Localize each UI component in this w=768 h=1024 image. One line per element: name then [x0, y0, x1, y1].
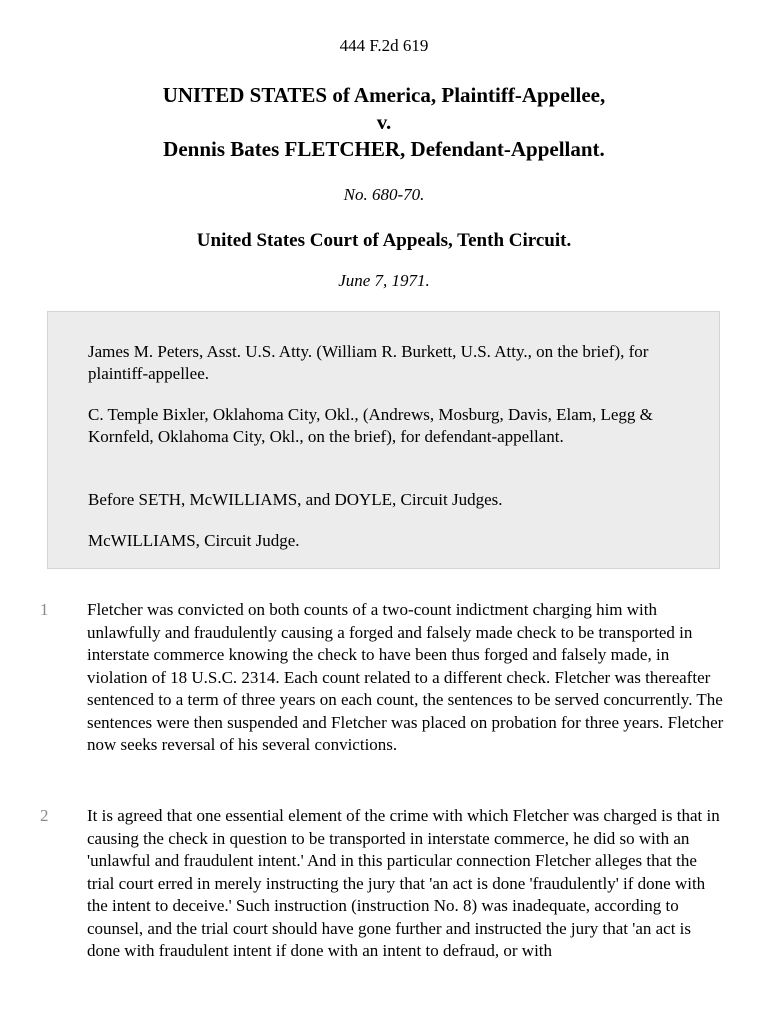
caption-plaintiff: UNITED STATES of America, Plaintiff-Appellee, — [162, 83, 606, 107]
caption-versus: v. — [376, 110, 392, 134]
paragraph-number: 1 — [40, 600, 49, 619]
paragraph-number: 2 — [40, 806, 49, 825]
case-citation: 444 F.2d 619 — [339, 36, 429, 55]
counsel-box — [47, 311, 720, 569]
case-caption — [0, 82, 768, 163]
court-name: United States Court of Appeals, Tenth Circuit. — [196, 230, 572, 251]
caption-defendant: Dennis Bates FLETCHER, Defendant-Appellant. — [163, 137, 605, 161]
paragraph-text: It is agreed that one essential element of the crime with which Fletcher was charged is that in causing the check in question to be transported in interstate commerce, he did so with an 'unlawful and fraudulent intent.' And in this particular connection Fletcher alleges that the trial court erred in merely instructing the jury that 'an act is done 'fraudulently' if done with the intent to deceive.' Such instruction (instruction No. 8) was inadequate, according to counsel, and the trial court should have gone further and instructed the jury that 'an act is done with fraudulent intent if done with an intent to defraud, or with — [87, 806, 720, 960]
docket-number: No. 680-70. — [343, 185, 425, 204]
counsel-appellant: C. Temple Bixler, Oklahoma City, Okl., (Andrews, Mosburg, Davis, Elam, Legg & Kornfeld, Oklahoma City, Okl., on the brief), for defendant-appellant. — [88, 405, 653, 446]
paragraph-text: Fletcher was convicted on both counts of a two-count indictment charging him with unlawfully and fraudulently causing a forged and falsely made check to be transported in interstate commerce knowing the check to have been thus forged and falsely made, in violation of 18 U.S.C. 2314. Each count related to a different check. Fletcher was thereafter sentenced to a term of three years on each count, the sentences to be served concurrently. The sentences were then suspended and Fletcher was placed on probation for three years. Fletcher now seeks reversal of his several convictions. — [87, 600, 724, 754]
opinion-author: McWILLIAMS, Circuit Judge. — [88, 531, 300, 550]
judges-panel: Before SETH, McWILLIAMS, and DOYLE, Circuit Judges. — [88, 490, 503, 509]
counsel-appellee: James M. Peters, Asst. U.S. Atty. (William R. Burkett, U.S. Atty., on the brief), for plaintiff-appellee. — [88, 342, 649, 383]
decision-date: June 7, 1971. — [338, 271, 430, 290]
